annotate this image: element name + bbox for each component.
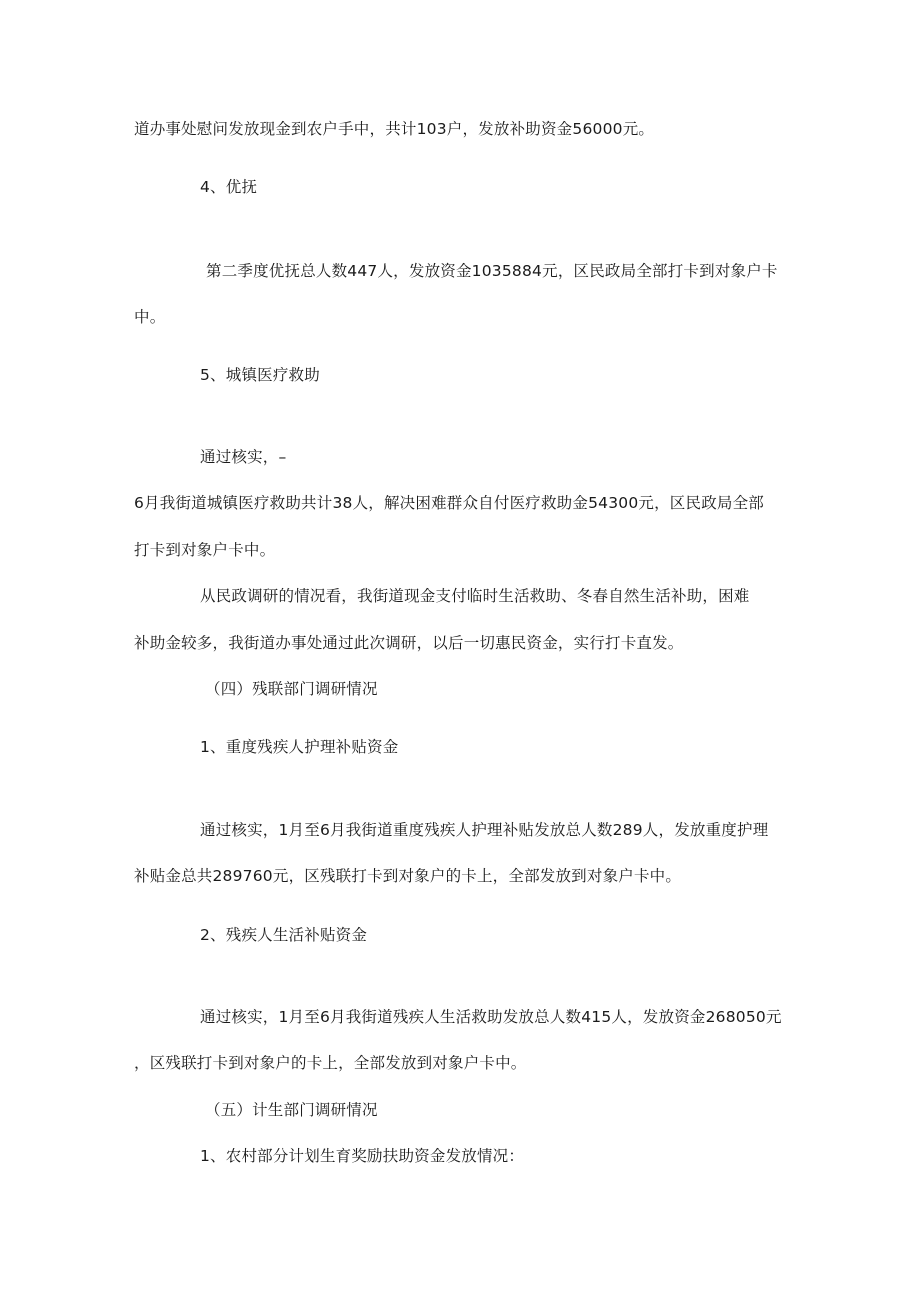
text-line: 第二季度优抚总人数447人，发放资金1035884元，区民政局全部打卡到对象户卡 [206, 262, 778, 280]
text-line: 补贴金总共289760元，区残联打卡到对象户的卡上，全部发放到对象户卡中。 [134, 867, 682, 885]
section-heading: 1、农村部分计划生育奖励扶助资金发放情况： [200, 1147, 525, 1165]
section-heading: 2、残疾人生活补贴资金 [200, 926, 368, 944]
text-line: ，区残联打卡到对象户的卡上，全部发放到对象户卡中。 [134, 1054, 527, 1072]
section-heading: 4、优抚 [200, 178, 258, 196]
text-line: 通过核实，1月至6月我街道残疾人生活救助发放总人数415人，发放资金268050元 [200, 1008, 782, 1026]
section-heading: （四）残联部门调研情况 [205, 680, 378, 698]
section-heading: 1、重度残疾人护理补贴资金 [200, 738, 399, 756]
text-line: 从民政调研的情况看，我街道现金支付临时生活救助、冬春自然生活补助，困难 [200, 587, 750, 605]
section-heading: （五）计生部门调研情况 [205, 1101, 378, 1119]
text-line: 道办事处慰问发放现金到农户手中，共计103户，发放补助资金56000元。 [134, 120, 655, 138]
text-line: 6月我街道城镇医疗救助共计38人，解决困难群众自付医疗救助金54300元，区民政局全部 [134, 494, 764, 512]
text-line: 打卡到对象户卡中。 [134, 541, 276, 559]
text-line: 补助金较多，我街道办事处通过此次调研，以后一切惠民资金，实行打卡直发。 [134, 634, 684, 652]
text-line: 中。 [134, 308, 166, 326]
text-line: 通过核实，– [200, 448, 287, 466]
section-heading: 5、城镇医疗救助 [200, 366, 320, 384]
text-line: 通过核实，1月至6月我街道重度残疾人护理补贴发放总人数289人，发放重度护理 [200, 821, 769, 839]
